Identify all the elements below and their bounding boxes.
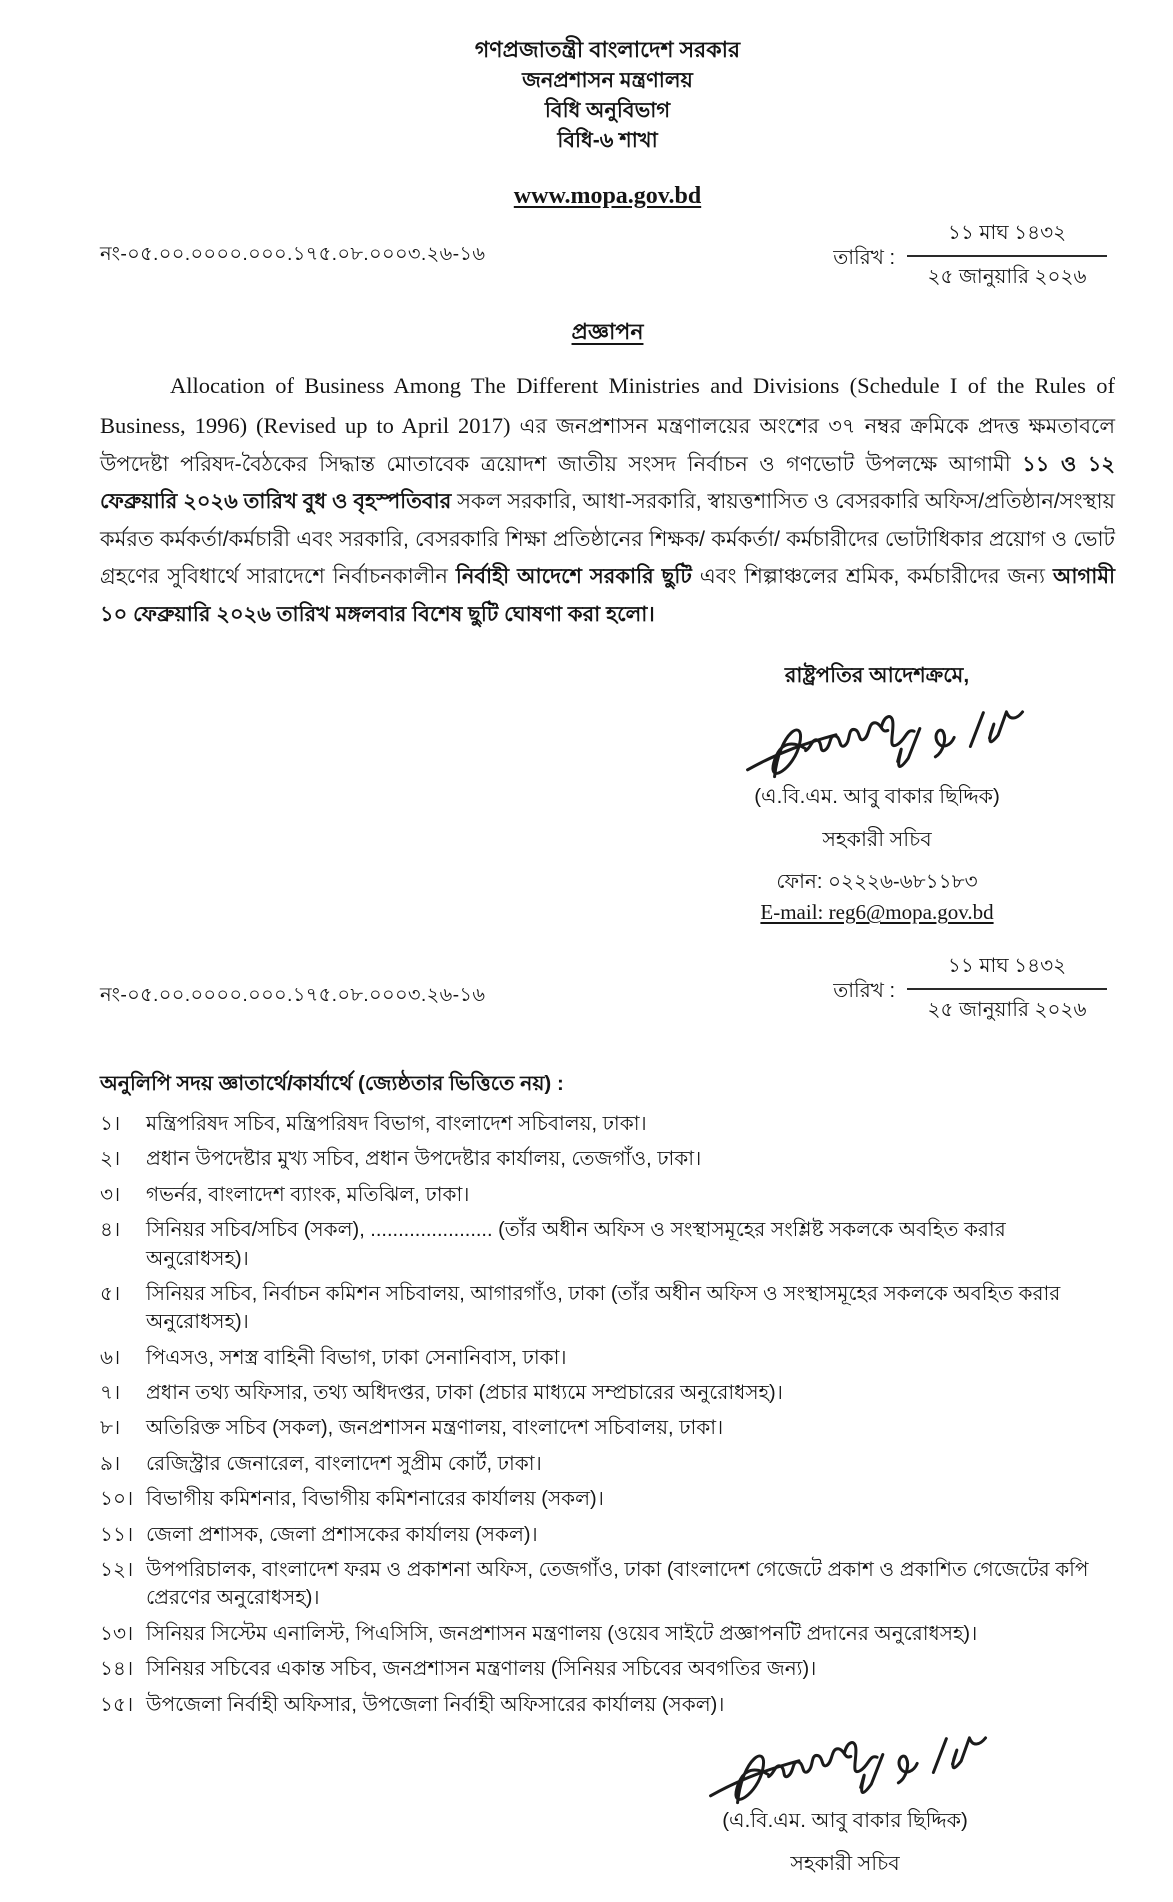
- item-text: বিভাগীয় কমিশনার, বিভাগীয় কমিশনারের কার্যালয় (সকল)।: [146, 1488, 604, 1511]
- copy-list-item: [100, 1145, 1115, 1173]
- signatory-name-bottom: (এ.বি.এম. আবু বাকার ছিদ্দিক): [722, 1809, 968, 1832]
- item-number: ৩।: [100, 1183, 121, 1206]
- copy-list-item: [100, 1556, 1115, 1613]
- copy-list-heading: অনুলিপি সদয় জ্ঞাতার্থে/কার্যার্থে (জ্যেষ্ঠতার ভিত্তিতে নয়) :: [100, 1071, 564, 1095]
- item-text: সিনিয়র সচিব, নির্বাচন কমিশন সচিবালয়, আগারগাঁও, ঢাকা (তাঁর অধীন অফিস ও সংস্থাসমূহের সকলকে অবহিত করার অনুরোধসহ)।: [146, 1282, 1061, 1334]
- date-stack: [907, 218, 1107, 295]
- copy-list-item: [100, 1414, 1115, 1442]
- item-text: পিএসও, সশস্ত্র বাহিনী বিভাগ, ঢাকা সেনানিবাস, ঢাকা।: [146, 1346, 567, 1369]
- signatory-email-link[interactable]: E-mail: reg6@mopa.gov.bd: [760, 899, 994, 924]
- item-number: ৬।: [100, 1346, 121, 1369]
- memo-row-top: [100, 218, 1115, 295]
- copy-list-item: [100, 1485, 1115, 1513]
- date-gregorian: ২৫ জানুয়ারি ২০২৬: [927, 266, 1087, 288]
- signatory-name: (এ.বি.এম. আবু বাকার ছিদ্দিক): [754, 784, 1000, 808]
- body-segment-1: এর জনপ্রশাসন মন্ত্রণালয়ের অংশের ৩৭ নম্বর ক্রমিকে প্রদত্ত ক্ষমতাবলে উপদেষ্টা পরিষদ-বৈঠকের সিদ্ধান্ত মোতাবেক ত্রয়োদশ জাতীয় সংসদ নির্বাচন ও গণভোট উপলক্ষে আগামী: [100, 415, 1115, 477]
- body-segment-5: এবং শিল্পাঞ্চলের শ্রমিক, কর্মচারীদের জন্য: [699, 565, 1053, 589]
- signature-block-bottom: [655, 1726, 1035, 1882]
- item-text: সিনিয়র সচিব/সচিব (সকল), ...................... (তাঁর অধীন অফিস ও সংস্থাসমূহের সংশ্লিষ্ট সকলকে অবহিত করার অনুরোধসহ)।: [146, 1219, 1006, 1270]
- item-text: প্রধান তথ্য অফিসার, তথ্য অধিদপ্তর, ঢাকা (প্রচার মাধ্যমে সম্প্রচারের অনুরোধসহ)।: [146, 1382, 783, 1405]
- letterhead: [100, 39, 1115, 208]
- item-text: সিনিয়র সিস্টেম এনালিস্ট, পিএসিসি, জনপ্রশাসন মন্ত্রণালয় (ওয়েব সাইটে প্রজ্ঞাপনটি প্রদানের অনুরোধসহ)।: [146, 1622, 978, 1645]
- copy-list-item: [100, 1450, 1115, 1478]
- copy-list-item: [100, 1181, 1115, 1209]
- body-english-segment: Allocation of Business Among The Different Ministries and Divisions (Schedule I of the Rules of Business, 1996) (Revised up to April 2017): [100, 373, 1115, 439]
- item-number: ১২।: [100, 1559, 134, 1582]
- division-name: বিধি অনুবিভাগ: [544, 99, 671, 122]
- date-block: [833, 218, 1115, 295]
- date-block-second: [833, 951, 1115, 1028]
- copy-list-item: [100, 1620, 1115, 1648]
- signatory-designation-bottom: সহকারী সচিব: [790, 1852, 900, 1875]
- item-text: গভর্নর, বাংলাদেশ ব্যাংক, মতিঝিল, ঢাকা।: [146, 1183, 470, 1206]
- date-label: তারিখ :: [833, 247, 895, 269]
- notification-body: [100, 366, 1115, 633]
- memo-number: নং-০৫.০০.০০০০.০০০.১৭৫.০৮.০০০৩.২৬-১৬: [100, 243, 486, 265]
- item-text: প্রধান উপদেষ্টার মুখ্য সচিব, প্রধান উপদেষ্টার কার্যালয়, তেজগাঁও, ঢাকা।: [146, 1148, 702, 1171]
- item-number: ১।: [100, 1112, 121, 1135]
- body-executive-order-bold: নির্বাহী আদেশে সরকারি ছুটি: [455, 565, 700, 589]
- signature-block-top: [677, 659, 1077, 925]
- copy-list-item: [100, 1344, 1115, 1372]
- date-label-second: তারিখ :: [833, 979, 895, 1002]
- item-text: রেজিস্ট্রার জেনারেল, বাংলাদেশ সুপ্রীম কোর্ট, ঢাকা।: [146, 1452, 542, 1475]
- body-segment-3: সকল সরকারি, আধা-সরকারি, স্বায়ত্তশাসিত ও বেসরকারি অফিস/প্রতিষ্ঠান/সংস্থায় কর্মরত কর্মকর্তা/কর্মচারী এবং সরকারি, বেসরকারি শিক্ষা প্রতিষ্ঠানের শিক্ষক/ কর্মকর্তা/ কর্মচারীদের ভোটাধিকার প্রয়োগ ও ভোট গ্রহণের সুবিধার্থে সারাদেশে নির্বাচনকালীন: [100, 490, 1115, 589]
- document-title: প্রজ্ঞাপন: [571, 319, 644, 344]
- body-special-holiday-bold: আগামী ১০ ফেব্রুয়ারি ২০২৬ তারিখ মঙ্গলবার বিশেষ ছুটি ঘোষণা করা হলো।: [100, 565, 1116, 626]
- item-number: ৮।: [100, 1417, 121, 1440]
- government-name: গণপ্রজাতন্ত্রী বাংলাদেশ সরকার: [474, 37, 741, 62]
- copy-list-item: [100, 1216, 1115, 1273]
- date-gregorian-second: ২৫ জানুয়ারি ২০২৬: [927, 998, 1087, 1021]
- date-stack-second: [907, 951, 1107, 1028]
- date-bangla: ১১ মাঘ ১৪৩২: [907, 218, 1107, 257]
- item-number: ৭।: [100, 1382, 121, 1405]
- item-number: ১১।: [100, 1523, 134, 1546]
- item-text: অতিরিক্ত সচিব (সকল), জনপ্রশাসন মন্ত্রণালয়, বাংলাদেশ সচিবালয়, ঢাকা।: [146, 1417, 724, 1440]
- body-holiday-dates-bold: ১১ ও ১২ ফেব্রুয়ারি ২০২৬ তারিখ বুধ ও বৃহস্পতিবার: [100, 453, 1115, 514]
- item-number: ১৫।: [100, 1693, 134, 1716]
- copy-list-item: [100, 1110, 1115, 1138]
- item-text: উপপরিচালক, বাংলাদেশ ফরম ও প্রকাশনা অফিস, তেজগাঁও, ঢাকা (বাংলাদেশ গেজেটে প্রকাশ ও প্রকাশিত গেজেটের কপি প্রেরণের অনুরোধসহ)।: [146, 1559, 1089, 1610]
- item-text: উপজেলা নির্বাহী অফিসার, উপজেলা নির্বাহী অফিসারের কার্যালয় (সকল)।: [146, 1693, 725, 1716]
- item-number: ২।: [100, 1148, 121, 1171]
- item-number: ৪।: [100, 1219, 121, 1242]
- item-number: ৯।: [100, 1452, 121, 1475]
- signatory-designation: সহকারী সচিব: [822, 827, 932, 851]
- copy-list-item: [100, 1379, 1115, 1407]
- item-text: মন্ত্রিপরিষদ সচিব, মন্ত্রিপরিষদ বিভাগ, বাংলাদেশ সচিবালয়, ঢাকা।: [146, 1112, 647, 1135]
- item-number: ১৩।: [100, 1622, 134, 1645]
- copy-list-item: [100, 1655, 1115, 1683]
- by-order-of-president: রাষ্ট্রপতির আদেশক্রমে,: [784, 663, 970, 687]
- item-number: ১০।: [100, 1488, 134, 1511]
- item-number: ১৪।: [100, 1658, 134, 1681]
- memo-row-bottom: [100, 951, 1115, 1028]
- copy-list-item: [100, 1521, 1115, 1549]
- section-name: বিধি-৬ শাখা: [557, 129, 658, 152]
- ministry-website-link[interactable]: www.mopa.gov.bd: [513, 183, 702, 209]
- item-number: ৫।: [100, 1282, 121, 1305]
- date-bangla-second: ১১ মাঘ ১৪৩২: [907, 951, 1107, 990]
- copy-list-item: [100, 1280, 1115, 1337]
- item-text: জেলা প্রশাসক, জেলা প্রশাসকের কার্যালয় (সকল)।: [146, 1523, 538, 1546]
- copy-list: [100, 1110, 1115, 1719]
- memo-number-second: নং-০৫.০০.০০০০.০০০.১৭৫.০৮.০০০৩.২৬-১৬: [100, 983, 486, 1006]
- signatory-phone: ফোন: ০২২২৬-৬৮১১৮৩: [776, 870, 978, 893]
- ministry-name: জনপ্রশাসন মন্ত্রণালয়: [522, 69, 693, 92]
- item-text: সিনিয়র সচিবের একান্ত সচিব, জনপ্রশাসন মন্ত্রণালয় (সিনিয়র সচিবের অবগতির জন্য)।: [146, 1658, 817, 1681]
